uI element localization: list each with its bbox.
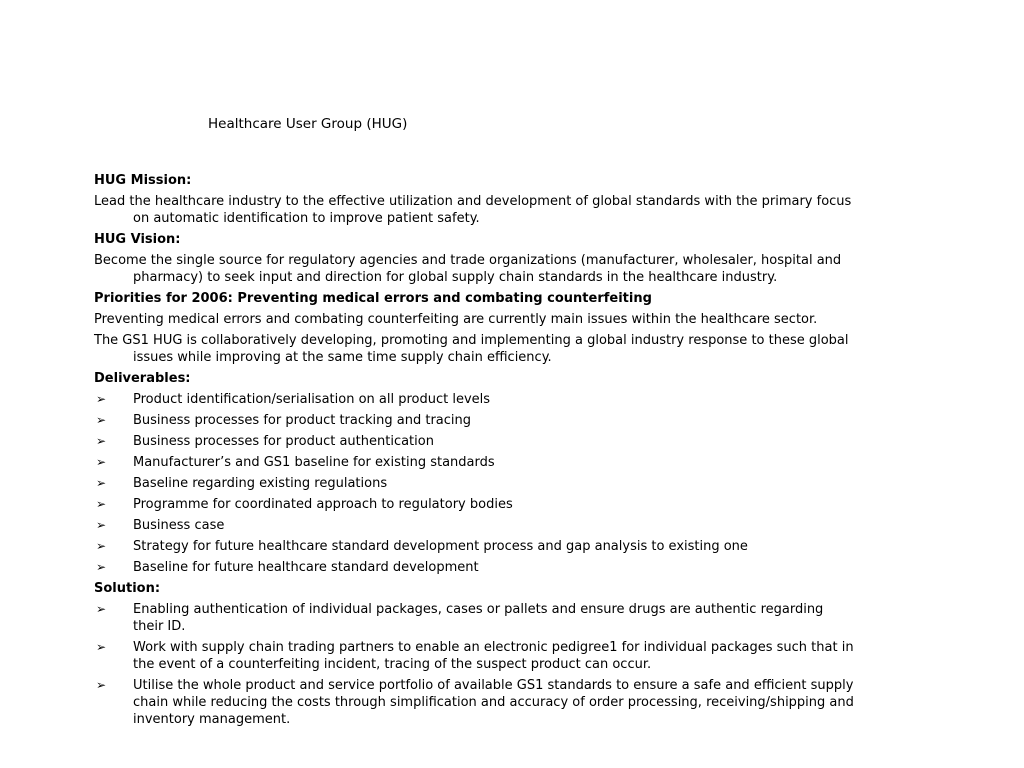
list-item: [94, 677, 854, 728]
list-item: [94, 496, 854, 513]
list-item: [94, 412, 854, 429]
list-item: [94, 391, 854, 408]
list-item: [94, 433, 854, 450]
deliverables-heading: Deliverables:: [94, 371, 191, 386]
solution-text: Work with supply chain trading partners to enable an electronic pedigree1 for individual packages such that in the event of a counterfeiting incident, tracing of the suspect product can occur.: [133, 640, 854, 672]
arrow-bullet-icon: ➢: [96, 678, 107, 692]
solution-text: Enabling authentication of individual packages, cases or pallets and ensure drugs are authentic regarding their ID.: [133, 602, 824, 634]
deliverable-text: Baseline for future healthcare standard development: [133, 560, 479, 575]
priorities-text-2: The GS1 HUG is collaboratively developing, promoting and implementing a global industry response to these global issues while improving at the same time supply chain efficiency.: [94, 333, 849, 365]
vision-heading: HUG Vision:: [94, 232, 181, 247]
solutions-list: [94, 601, 854, 728]
arrow-bullet-icon: ➢: [96, 560, 107, 574]
list-item: [94, 601, 854, 635]
list-item: [94, 454, 854, 471]
arrow-bullet-icon: ➢: [96, 434, 107, 448]
mission-heading: HUG Mission:: [94, 173, 192, 188]
deliverable-text: Baseline regarding existing regulations: [133, 476, 388, 491]
list-item: [94, 475, 854, 492]
priorities-text-1: Preventing medical errors and combating counterfeiting are currently main issues within the healthcare sector.: [94, 312, 818, 327]
arrow-bullet-icon: ➢: [96, 455, 107, 469]
solution-heading: Solution:: [94, 581, 161, 596]
arrow-bullet-icon: ➢: [96, 476, 107, 490]
list-item: [94, 559, 854, 576]
deliverable-text: Business processes for product authentication: [133, 434, 434, 449]
arrow-bullet-icon: ➢: [96, 518, 107, 532]
deliverable-text: Business processes for product tracking and tracing: [133, 413, 472, 428]
deliverable-text: Programme for coordinated approach to regulatory bodies: [133, 497, 513, 512]
arrow-bullet-icon: ➢: [96, 640, 107, 654]
mission-text: Lead the healthcare industry to the effective utilization and development of global standards with the primary focus on automatic identification to improve patient safety.: [94, 194, 852, 226]
list-item: [94, 517, 854, 534]
vision-text: Become the single source for regulatory agencies and trade organizations (manufacturer, wholesaler, hospital and pharmacy) to seek input and direction for global supply chain standards in the healthcare industry.: [94, 253, 842, 285]
deliverable-text: Product identification/serialisation on all product levels: [133, 392, 491, 407]
deliverable-text: Strategy for future healthcare standard development process and gap analysis to existing one: [133, 539, 748, 554]
arrow-bullet-icon: ➢: [96, 392, 107, 406]
list-item: [94, 639, 854, 673]
document-body: [94, 172, 854, 732]
list-item: [94, 538, 854, 555]
deliverables-list: [94, 391, 854, 576]
document-title: Healthcare User Group (HUG): [208, 116, 408, 132]
deliverable-text: Business case: [133, 518, 225, 533]
solution-text: Utilise the whole product and service portfolio of available GS1 standards to ensure a safe and efficient supply chain while reducing the costs through simplification and accuracy of order processing, receiving/shipping and inventory management.: [133, 678, 854, 727]
arrow-bullet-icon: ➢: [96, 497, 107, 511]
arrow-bullet-icon: ➢: [96, 602, 107, 616]
deliverable-text: Manufacturer’s and GS1 baseline for existing standards: [133, 455, 495, 470]
arrow-bullet-icon: ➢: [96, 539, 107, 553]
arrow-bullet-icon: ➢: [96, 413, 107, 427]
priorities-heading: Priorities for 2006: Preventing medical errors and combating counterfeiting: [94, 291, 652, 306]
